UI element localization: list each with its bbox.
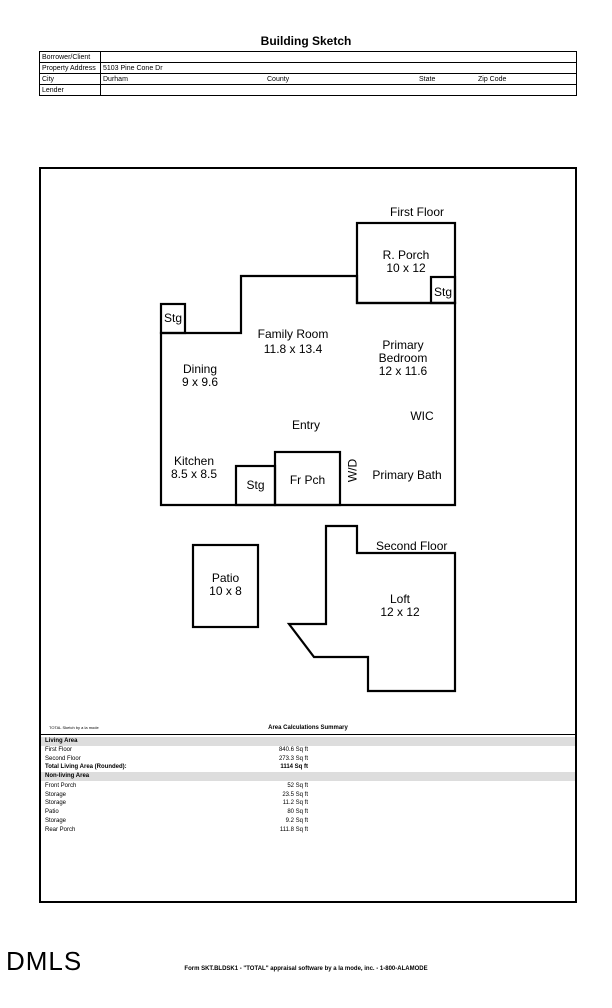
living-row-value: 273.3 Sq ft: [278, 756, 308, 762]
living-row-label: First Floor: [45, 747, 72, 753]
city-label: City: [40, 74, 101, 85]
nonliving-row-value: 9.2 Sq ft: [285, 817, 308, 824]
storage-right-label: Stg: [433, 285, 452, 299]
nonliving-row-label: Storage: [45, 817, 67, 824]
nonliving-row: [45, 782, 345, 791]
summary-title: Area Calculations Summary: [268, 725, 348, 731]
family-room: [243, 327, 343, 357]
dmls-logo: DMLS: [6, 946, 83, 976]
state-label: State: [417, 74, 476, 85]
loft-room: [360, 593, 440, 619]
patio-room: [193, 572, 258, 598]
washer-dryer-label: W/D: [345, 458, 360, 483]
county-label: County: [265, 74, 417, 85]
address-label: Property Address: [40, 63, 101, 74]
dining-room: [165, 363, 235, 389]
second-floor-label: Second Floor: [376, 539, 448, 553]
patio-dims: 10 x 8: [209, 584, 242, 598]
nonliving-row: [45, 826, 345, 835]
nonliving-row-value: 80 Sq ft: [287, 809, 308, 816]
front-porch-label: Fr Pch: [289, 473, 326, 487]
city-value: Durham: [101, 74, 266, 85]
sketch-credit-note: TOTAL Sketch by a la mode: [49, 725, 99, 730]
nonliving-row-value: 11.2 Sq ft: [282, 800, 308, 807]
kitchen-name: Kitchen: [173, 454, 215, 468]
nonliving-row-label: Rear Porch: [45, 826, 76, 833]
kitchen-dims: 8.5 x 8.5: [170, 467, 218, 481]
nonliving-row-label: Storage: [45, 791, 67, 798]
nonliving-row: [45, 791, 345, 800]
total-living-row: [45, 763, 345, 772]
form-footer: Form SKT.BLDSK1 - "TOTAL" appraisal software by a la mode, inc. - 1-800-ALAMODE: [184, 966, 428, 972]
rear-porch-room: [357, 249, 455, 275]
dining-dims: 9 x 9.6: [181, 375, 219, 389]
nonliving-row-label: Storage: [45, 800, 67, 807]
total-living-label: Total Living Area (Rounded):: [45, 764, 127, 770]
primary-bedroom-name-1: Primary: [382, 338, 424, 352]
primary-bedroom-name-2: Bedroom: [378, 351, 428, 365]
kitchen-room: [161, 455, 227, 481]
lender-label: Lender: [40, 85, 101, 96]
nonliving-row-value: 23.5 Sq ft: [282, 791, 308, 798]
nonliving-row-value: 52 Sq ft: [287, 783, 308, 789]
living-row: [45, 746, 345, 755]
family-room-name: Family Room: [257, 327, 329, 341]
primary-bedroom-dims: 12 x 11.6: [378, 364, 428, 378]
storage-left-label: Stg: [163, 311, 182, 325]
nonliving-row: [45, 808, 345, 817]
rear-porch-dims: 10 x 12: [386, 261, 426, 275]
nonliving-row: [45, 817, 345, 826]
borrower-label: Borrower/Client: [40, 52, 101, 63]
summary-divider: [41, 734, 575, 735]
primary-bath-label: Primary Bath: [372, 468, 442, 482]
loft-dims: 12 x 12: [380, 605, 420, 619]
wic-label: WIC: [410, 409, 434, 423]
storage-bottom-label: Stg: [246, 478, 265, 492]
page-title: Building Sketch: [260, 34, 352, 48]
loft-name: Loft: [389, 592, 410, 606]
nonliving-row-label: Front Porch: [45, 783, 77, 789]
entry-label: Entry: [291, 418, 320, 432]
total-living-value: 1114 Sq ft: [280, 764, 308, 770]
family-room-dims: 11.8 x 13.4: [263, 342, 323, 356]
living-row-value: 840.6 Sq ft: [278, 747, 308, 753]
nonliving-area-header: Non-living Area: [41, 772, 575, 781]
living-row-label: Second Floor: [45, 756, 81, 762]
zip-label: Zip Code: [476, 74, 564, 85]
address-value: 5103 Pine Cone Dr: [101, 63, 577, 74]
dining-name: Dining: [182, 362, 218, 376]
rear-porch-name: R. Porch: [382, 248, 430, 262]
nonliving-row-label: Patio: [45, 809, 59, 816]
nonliving-row-value: 111.8 Sq ft: [279, 826, 308, 833]
living-area-header: Living Area: [41, 737, 575, 746]
nonliving-row: [45, 799, 345, 808]
patio-name: Patio: [211, 571, 240, 585]
primary-bedroom: [363, 339, 443, 378]
first-floor-label: First Floor: [390, 205, 444, 219]
